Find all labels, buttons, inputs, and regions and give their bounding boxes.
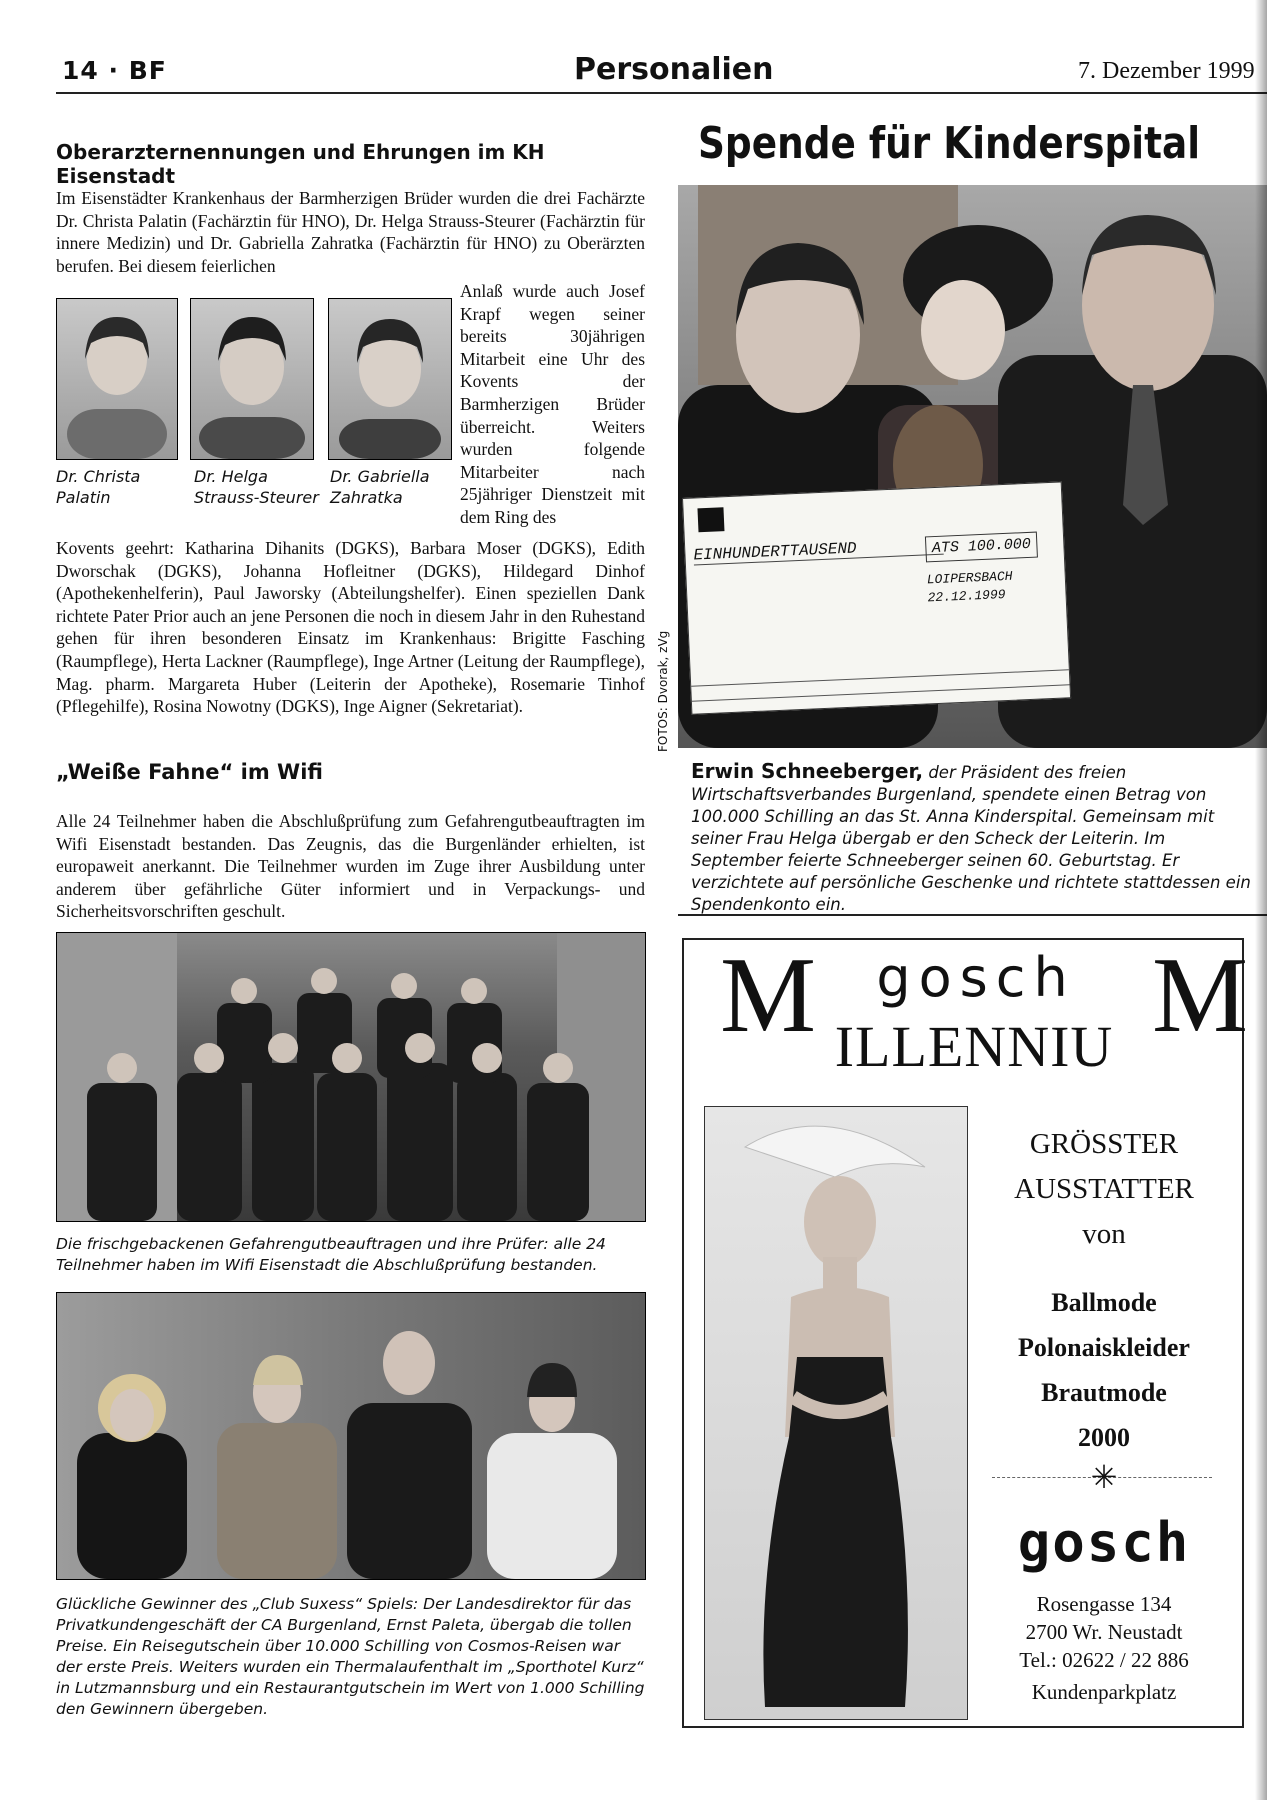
page-number: 14 · BF [62,56,167,85]
ad-gosch-logo: gosch [1017,1511,1191,1574]
group-photo-wifi [56,932,646,1222]
caption-wifi-photo: Die frischgebackenen Gefahrengutbeauftragen und ihre Prüfer: alle 24 Teilnehmer haben im Wifi Eisenstadt die Abschlußprüfung bestanden. [56,1235,606,1274]
caption-club-suxess: Glückliche Gewinner des „Club Suxess“ Spiels: Der Landesdirektor für das Privatkundengeschäft der CA Burgenland, Ernst Paleta, übergab die tollen Preise. Ein Reisegutschein über 10.000 Schilling von Cosmos-Reisen war der erste Preis. Weiters wurden ein Thermalaufenthalt im „Sporthotel Kurz“ in Lutzmannsburg und ein Restaurantgutschein im Wert von 1.000 Schilling den Gewinnern übergeben. [56,1595,645,1718]
cheque-place: LOIPERSBACH [926,568,1013,588]
caption-schneeberger: Erwin Schneeberger, der Präsident des freien Wirtschaftsverbandes Burgenland, spendete einen Betrag von 100.000 Schilling an das St. Anna Kinderspital. Gemeinsam mit seiner Frau Helga übergab er den Scheck der Leiterin. Im September feierte Schneeberger seinen 60. Geburtstag. Er verzichtete auf persönliche Geschenke und richtete stattdessen ein Spendenkonto ein. [691,759,1251,914]
ad-parking: Kundenparkplatz [1031,1680,1177,1704]
portrait-caption-strauss-steurer: Dr. Helga Strauss-Steurer [194,467,319,507]
issue-date: 7. Dezember 1999 [1078,58,1255,84]
ad-products: Ballmode Polonaiskleider Brautmode 2000 [1018,1288,1190,1452]
article-continued: Kovents geehrt: Katharina Dihanits (DGKS), Barbara Moser (DGKS), Edith Dworschak (DGKS), Johanna Hofleitner (DGKS), Hildegard Dinhof (Apothekenhelferin), Paul Jaworsky (Abteilungshelfer). Einen speziellen Dank richtete Pater Prior auch an jene Personen die noch in diesem Jahr in den Ruhestand gehen für ihren besonderen Einsatz im Krankenhaus: Brigitte Fasching (Raumpflege), Herta Lackner (Raumpflege), Inge Artner (Leitung der Raumpflege), Mag. pharm. Margareta Huber (Leiterin der Apotheke), Rosemarie Tinhof (Pflegehilfe), Rosina Nowotny (DGKS), Inge Aigner (Sekretariat). [56,538,645,717]
portrait-strauss-steurer [190,298,314,460]
scan-edge-shadow [1255,0,1267,1800]
portrait-zahratka [328,298,452,460]
cheque-amount-number: ATS 100.000 [925,532,1038,563]
ad-logo-block [720,936,1249,1102]
portrait-palatin [56,298,178,460]
ad-brand-gosch: gosch [876,946,1076,1009]
article-headline-weisse-fahne: „Weiße Fahne“ im Wifi [56,760,323,784]
ad-letter-m-right: M [1152,936,1249,1055]
cheque-date: 22.12.1999 [927,586,1006,606]
photo-credit: FOTOS: Dvorak, zVg [656,630,670,752]
bank-logo-icon [697,507,724,532]
ad-letter-m-left: M [720,936,817,1055]
article-headline-oberarzt: Oberarzternennungen und Ehrungen im KH Eisenstadt [56,140,545,188]
cheque-amount-words: EINHUNDERTTAUSEND [693,536,944,566]
gosch-millennium-ad [682,936,1249,1728]
ad-model-photo [704,1106,968,1720]
article-intro: Im Eisenstädter Krankenhaus der Barmherzigen Brüder wurden die drei Fachärzte Dr. Christa Palatin (Fachärztin für HNO), Dr. Helga Strauss-Steurer (Fachärztin für innere Medizin) und Dr. Gabriella Zahratka (Fachärztin für HNO) zu Oberärzten berufen. Bei diesem feierlichen [56,188,645,276]
cheque-code-line [691,669,1069,701]
spende-bottom-rule [678,914,1267,916]
cheque [682,481,1071,714]
portrait-caption-zahratka: Dr. Gabriella Zahratka [330,467,430,507]
ad-star-icon: ✳ [1090,1458,1118,1496]
header-rule [56,92,1267,94]
ad-millennium: ILLENNIU [834,1014,1114,1079]
spende-headline: Spende für Kinderspital [698,118,1201,169]
article-wifi-body: Alle 24 Teilnehmer haben die Abschlußprüfung zum Gefahrengutbeauftragten im Wifi Eisenstadt bestanden. Das Zeugnis, das die Burgenländer erhielten, ist europaweit anerkannt. Die Teilnehmer wurden im Zuge ihrer Ausbildung unter anderem über gefährliche Güter informiert und in Verpackungs- und Sicherheitsvorschriften geschult. [56,811,645,922]
ad-address: Rosengasse 134 2700 Wr. Neustadt Tel.: 02622 / 22 886 [1019,1592,1189,1672]
ad-claim: GRÖSSTER AUSSTATTER von [1014,1128,1194,1250]
article-side-column: Anlaß wurde auch Josef Krapf wegen seiner bereits 30jährigen Mitarbeit eine Uhr des Kovents der Barmherzigen Brüder überreicht. Weiters wurden folgende Mitarbeiter nach 25jähriger Dienstzeit mit dem Ring des [460,281,645,527]
section-title: Personalien [574,52,774,87]
group-photo-club-suxess [56,1292,646,1580]
portrait-caption-palatin: Dr. Christa Palatin [56,467,141,507]
